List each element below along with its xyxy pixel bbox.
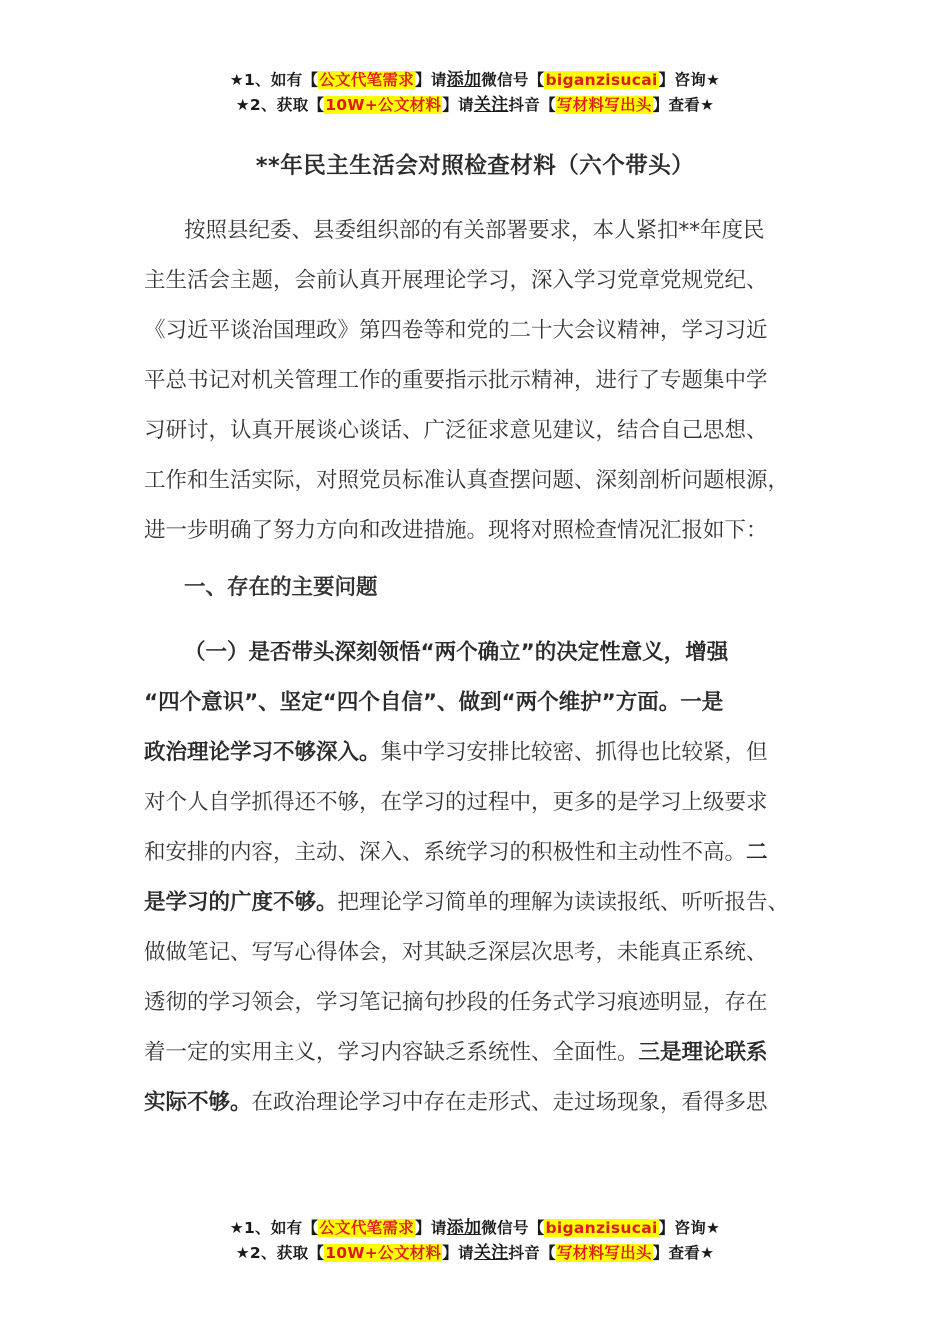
paragraph-line: 主生活会主题，会前认真开展理论学习，深入学习党章党规党纪、 (144, 268, 768, 293)
banner-text: 微信号【 (481, 71, 545, 89)
subsection-heading-cont: “四个意识”、坚定“四个自信”、做到“两个维护”方面。一是 (144, 690, 724, 715)
banner-text: ★2、获取【 (235, 96, 325, 114)
paragraph-line: 进一步明确了努力方向和改进措施。现将对照检查情况汇报如下： (144, 518, 768, 543)
banner-text: ★1、如有【 (229, 1219, 319, 1237)
point-title: 政治理论学习不够深入。 (144, 740, 381, 765)
paragraph-line: 习研讨，认真开展谈心谈话、广泛征求意见建议，结合自己思想、 (144, 418, 768, 443)
banner-text: ★2、获取【 (235, 1244, 325, 1262)
banner-text: 抖音【 (508, 96, 556, 114)
footer-banner (0, 1216, 950, 1266)
paragraph-line: 做做笔记、写写心得体会，对其缺乏深层次思考，未能真正系统、 (144, 940, 768, 965)
highlight-materials: 10W+公文材料 (325, 1244, 442, 1262)
highlight-materials: 10W+公文材料 (325, 96, 442, 114)
underlined-add: 添加 (446, 1218, 482, 1238)
paragraph-text: 和安排的内容，主动、深入、系统学习的积极性和主动性不高。 (144, 840, 747, 865)
underlined-follow: 关注 (473, 95, 509, 115)
paragraph-text: 在政治理论学习中存在走形式、走过场现象，看得多思 (251, 1090, 768, 1115)
highlight-wechat-id: biganzisucai (545, 1219, 658, 1237)
paragraph-line: 《习近平谈治国理政》第四卷等和党的二十大会议精神，学习习近 (144, 318, 768, 343)
paragraph-line (144, 878, 826, 928)
header-banner (0, 68, 950, 118)
banner-text: 】咨询★ (658, 1219, 721, 1237)
intro-paragraph (144, 206, 826, 556)
paragraph-line: 透彻的学习领会，学习笔记摘句抄段的任务式学习痕迹明显，存在 (144, 990, 768, 1015)
highlight-service: 公文代笔需求 (319, 71, 415, 89)
banner-text: 】咨询★ (658, 71, 721, 89)
paragraph-line (144, 678, 826, 728)
banner-text: 微信号【 (481, 1219, 545, 1237)
paragraph-text: 着一定的实用主义，学习内容缺乏系统性、全面性。 (144, 1040, 639, 1065)
paragraph-line (144, 628, 826, 678)
paragraph-text: 集中学习安排比较密、抓得也比较紧，但 (380, 740, 768, 765)
paragraph-line (144, 1078, 826, 1128)
banner-line-2 (0, 93, 950, 118)
highlight-douyin-id: 写材料写出头 (556, 96, 652, 114)
paragraph-line (144, 728, 826, 778)
banner-line-1 (0, 1216, 950, 1241)
underlined-add: 添加 (446, 70, 482, 90)
paragraph-line (144, 1028, 826, 1078)
point-title: 二 (746, 840, 768, 865)
subsection-paragraph (144, 628, 826, 1128)
paragraph-line: 平总书记对机关管理工作的重要指示批示精神，进行了专题集中学 (144, 368, 768, 393)
banner-line-2 (0, 1241, 950, 1266)
banner-text: 】查看★ (652, 96, 715, 114)
highlight-douyin-id: 写材料写出头 (556, 1244, 652, 1262)
banner-text: 】查看★ (652, 1244, 715, 1262)
paragraph-line (144, 828, 826, 878)
highlight-service: 公文代笔需求 (319, 1219, 415, 1237)
highlight-wechat-id: biganzisucai (545, 71, 658, 89)
banner-line-1 (0, 68, 950, 93)
banner-text: 】请 (442, 1244, 474, 1262)
paragraph-line: 工作和生活实际，对照党员标准认真查摆问题、深刻剖析问题根源， (144, 468, 790, 493)
point-title: 三是理论联系 (638, 1040, 768, 1065)
point-title: 实际不够。 (144, 1090, 252, 1115)
banner-text: 】请 (415, 71, 447, 89)
banner-text: 抖音【 (508, 1244, 556, 1262)
paragraph-text: 把理论学习简单的理解为读读报纸、听听报告、 (337, 890, 790, 915)
underlined-follow: 关注 (473, 1243, 509, 1263)
banner-text: 】请 (415, 1219, 447, 1237)
paragraph-line: 按照县纪委、县委组织部的有关部署要求，本人紧扣**年度民 (184, 218, 765, 243)
section-heading: 一、存在的主要问题 (184, 575, 378, 600)
subsection-heading: （一）是否带头深刻领悟“两个确立”的决定性意义，增强 (184, 640, 729, 665)
document-title: **年民主生活会对照检查材料（六个带头） (255, 153, 695, 179)
paragraph-line: 对个人自学抓得还不够，在学习的过程中，更多的是学习上级要求 (144, 790, 768, 815)
point-title: 是学习的广度不够。 (144, 890, 338, 915)
banner-text: ★1、如有【 (229, 71, 319, 89)
banner-text: 】请 (442, 96, 474, 114)
